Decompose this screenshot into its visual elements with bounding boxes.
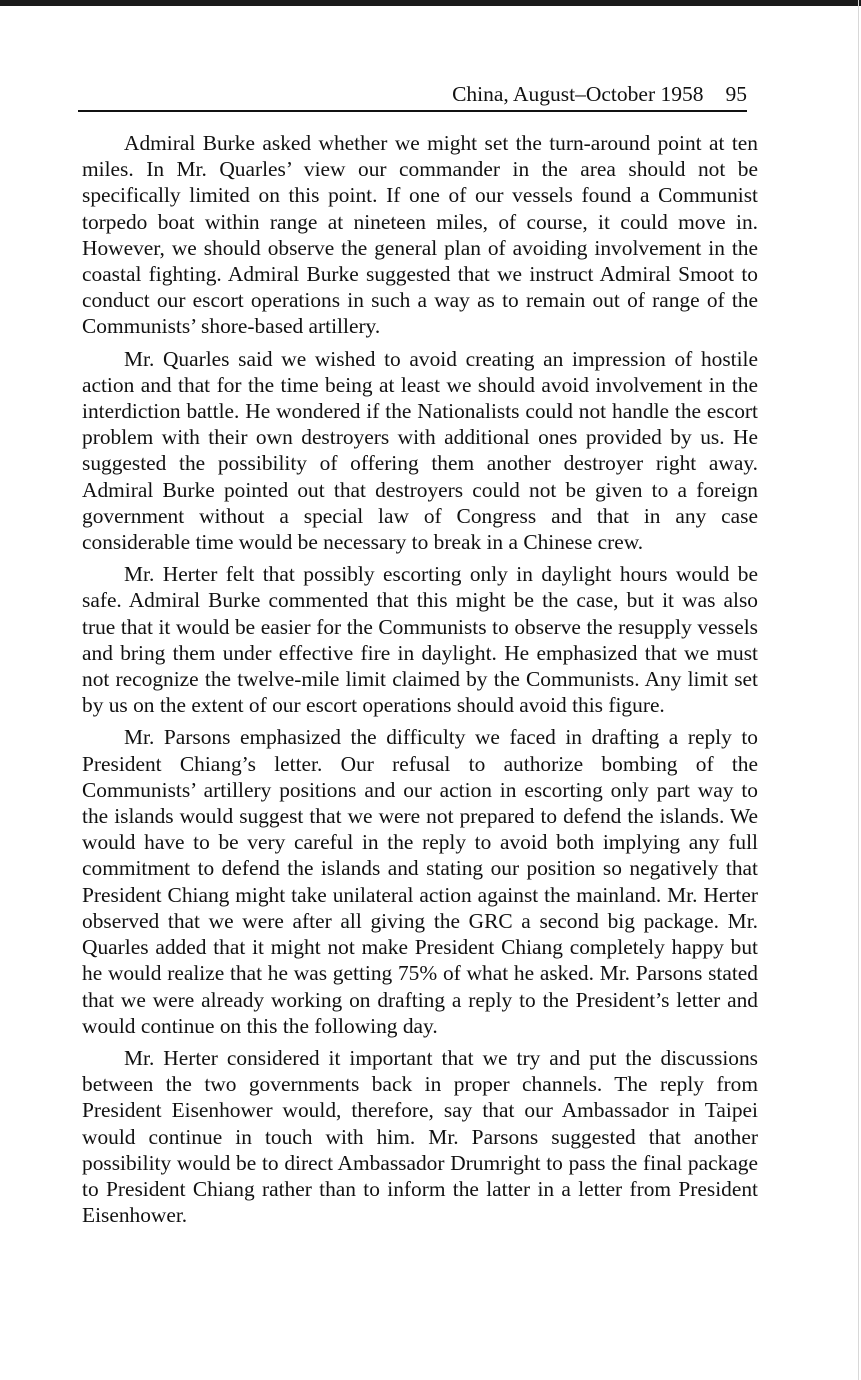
page-number: 95 <box>725 82 747 106</box>
paragraph: Admiral Burke asked whether we might set the turn-around point at ten miles. In Mr. Quarles’ view our commander in the area should not be specifically limited on this point. If one of our vessels found a Communist torpedo boat within range at nineteen miles, of course, it could move in. However, we should observe the general plan of avoiding involvement in the coastal fighting. Admiral Burke suggested that we instruct Admiral Smoot to conduct our escort operations in such a way as to remain out of range of the Communists’ shore-based artillery. <box>82 131 758 339</box>
paragraph: Mr. Herter considered it important that we try and put the discussions between the two governments back in proper channels. The reply from President Eisenhower would, therefore, say that our Ambassador in Taipei would continue in touch with him. Mr. Parsons suggested that another possibility would be to direct Ambassador Drumright to pass the final package to President Chiang rather than to inform the latter in a letter from President Eisenhower. <box>82 1045 758 1228</box>
paragraph: Mr. Herter felt that possibly escorting only in daylight hours would be safe. Admiral Burke commented that this might be the case, but it was also true that it would be easier for the Communists to observe the resupply vessels and bring them under effective fire in daylight. He emphasized that we must not recognize the twelve-mile limit claimed by the Communists. Any limit set by us on the extent of our escort operations should avoid this figure. <box>82 562 758 718</box>
scan-right-edge <box>858 0 859 1380</box>
page-body <box>82 130 758 1234</box>
running-header-text <box>452 82 747 107</box>
paragraph: Mr. Parsons emphasized the difficulty we faced in drafting a reply to President Chiang’s letter. Our refusal to authorize bombing of the Communists’ artillery positions and our action in escorting only part way to the islands would suggest that we were not prepared to defend the islands. We would have to be very careful in the reply to avoid both implying any full commitment to defend the islands and stating our position so negatively that President Chiang might take unilateral action against the mainland. Mr. Herter observed that we were after all giving the GRC a second big package. Mr. Quarles added that it might not make President Chiang completely happy but he would realize that he was getting 75% of what he asked. Mr. Parsons stated that we were already working on drafting a reply to the President’s letter and would continue on this the following day. <box>82 725 758 1038</box>
running-title: China, August–October 1958 <box>452 82 704 106</box>
running-header <box>78 76 747 112</box>
scan-top-edge <box>0 0 861 6</box>
paragraph: Mr. Quarles said we wished to avoid creating an impression of hostile action and that for the time being at least we should avoid involvement in the interdiction battle. He wondered if the Nationalists could not handle the escort problem with their own destroyers with additional ones provided by us. He suggested the possibility of offering them another destroyer right away. Admiral Burke pointed out that destroyers could not be given to a foreign government without a special law of Congress and that in any case considerable time would be necessary to break in a Chinese crew. <box>82 346 758 555</box>
